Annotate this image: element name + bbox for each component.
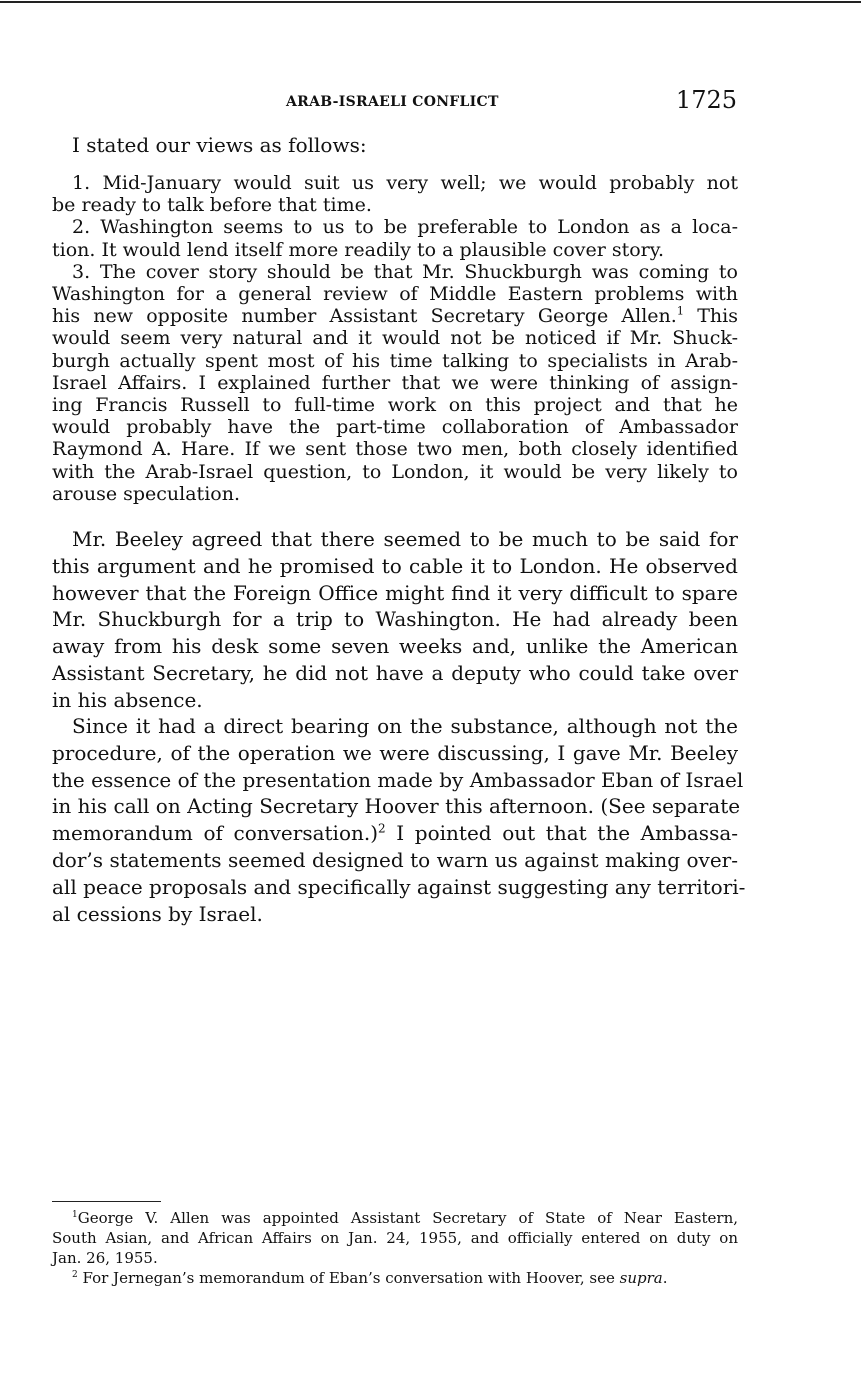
paragraph-line: Mr. Beeley agreed that there seemed to be much to be said for — [72, 527, 738, 551]
footnote-1-line: Jan. 26, 1955. — [52, 1249, 158, 1267]
footnote-2-text: For Jernegan’s memorandum of Eban’s conversation with Hoover, see — [77, 1269, 620, 1287]
paragraph-line: Mr. Shuckburgh for a trip to Washington. He had already been — [52, 607, 738, 632]
paragraph-line: Assistant Secretary, he did not have a deputy who could take over — [52, 660, 738, 685]
list-item-2-line: 2. Washington seems to us to be preferable to London as a loca- — [72, 216, 738, 239]
paragraph-text: memorandum of conversation.) — [52, 821, 379, 846]
paragraph-line: however that the Foreign Office might find it very difficult to spare — [52, 580, 738, 605]
paragraph-since — [52, 713, 746, 927]
paragraph-line: in his absence. — [52, 687, 203, 712]
paragraph-text: I pointed out that the Ambassa- — [385, 821, 739, 846]
list-item-3-line: 3. The cover story should be that Mr. Shuckburgh was coming to — [72, 260, 738, 283]
footnote-1-text: George V. Allen was appointed Assistant Secretary of State of Near Eastern, — [77, 1209, 738, 1227]
footnote-1-mark: 1 — [72, 1210, 78, 1220]
running-head: ARAB-ISRAELI CONFLICT — [286, 94, 499, 110]
paragraph-line: away from his desk some seven weeks and, unlike the American — [52, 634, 738, 659]
paragraph-line: procedure, of the operation we were discussing, I gave Mr. Beeley — [52, 740, 738, 765]
list-item-3-line: ing Francis Russell to full-time work on this project and that he — [52, 394, 738, 417]
footnote-ref-2: 2 — [378, 821, 386, 836]
list-item-3-line: arouse speculation. — [52, 482, 240, 505]
list-item-3-line: Washington for a general review of Middle Eastern problems with — [52, 283, 738, 306]
paragraph-line: this argument and he promised to cable it to London. He observed — [52, 553, 738, 578]
list-item-3-text: his new opposite number Assistant Secretary George Allen. — [52, 305, 677, 328]
list-item-2-line: tion. It would lend itself more readily to a plausible cover story. — [52, 238, 665, 261]
list-item-3-line: with the Arab-Israel question, to London, it would be very likely to — [52, 460, 738, 483]
footnote-1-line — [52, 1208, 738, 1228]
footnote-2-mark: 2 — [72, 1270, 78, 1280]
list-item-3-line: would probably have the part-time collaboration of Ambassador — [52, 416, 738, 439]
list-item-3-line: Raymond A. Hare. If we sent those two men, both closely identified — [52, 438, 738, 461]
paragraph-line: in his call on Acting Secretary Hoover this afternoon. (See separate — [52, 794, 741, 819]
footnote-1-line: South Asian, and African Affairs on Jan. 24, 1955, and officially entered on duty on — [52, 1229, 738, 1247]
paragraph-beeley — [52, 526, 738, 714]
footnote-2-end: . — [662, 1269, 668, 1287]
intro-line: I stated our views as follows: — [72, 133, 367, 157]
list-item-3-text: This — [684, 305, 738, 328]
list-item-1-line: 1. Mid-January would suit us very well; we would probably not — [72, 172, 738, 194]
list-item-3-line: burgh actually spent most of his time talking to specialists in Arab- — [52, 349, 738, 372]
footnotes — [52, 1208, 738, 1288]
paragraph-line: al cessions by Israel. — [52, 901, 263, 926]
list-item-3-line: would seem very natural and it would not be noticed if Mr. Shuck- — [52, 327, 738, 350]
list-item-1-line: be ready to talk before that time. — [52, 194, 372, 217]
list-item-3-line: Israel Affairs. I explained further that we were thinking of assign- — [52, 371, 738, 394]
paragraph-line: the essence of the presentation made by Ambassador Eban of Israel — [52, 767, 744, 792]
list-item-3-line — [52, 305, 738, 327]
paragraph-line — [52, 820, 738, 847]
footnote-rule — [52, 1201, 161, 1202]
footnote-2-italic: supra — [619, 1269, 663, 1287]
paragraph-line: dor’s statements seemed designed to warn us against making over- — [52, 847, 738, 872]
page-number: 1725 — [675, 86, 737, 114]
paragraph-line: all peace proposals and specifically against suggesting any territori- — [52, 874, 746, 899]
paragraph-line: Since it had a direct bearing on the substance, although not the — [72, 714, 738, 738]
footnote-ref-1: 1 — [676, 303, 685, 318]
top-rule — [0, 1, 861, 3]
numbered-list — [52, 172, 738, 505]
footnote-2-line — [52, 1268, 738, 1288]
intro-paragraph — [52, 132, 738, 159]
